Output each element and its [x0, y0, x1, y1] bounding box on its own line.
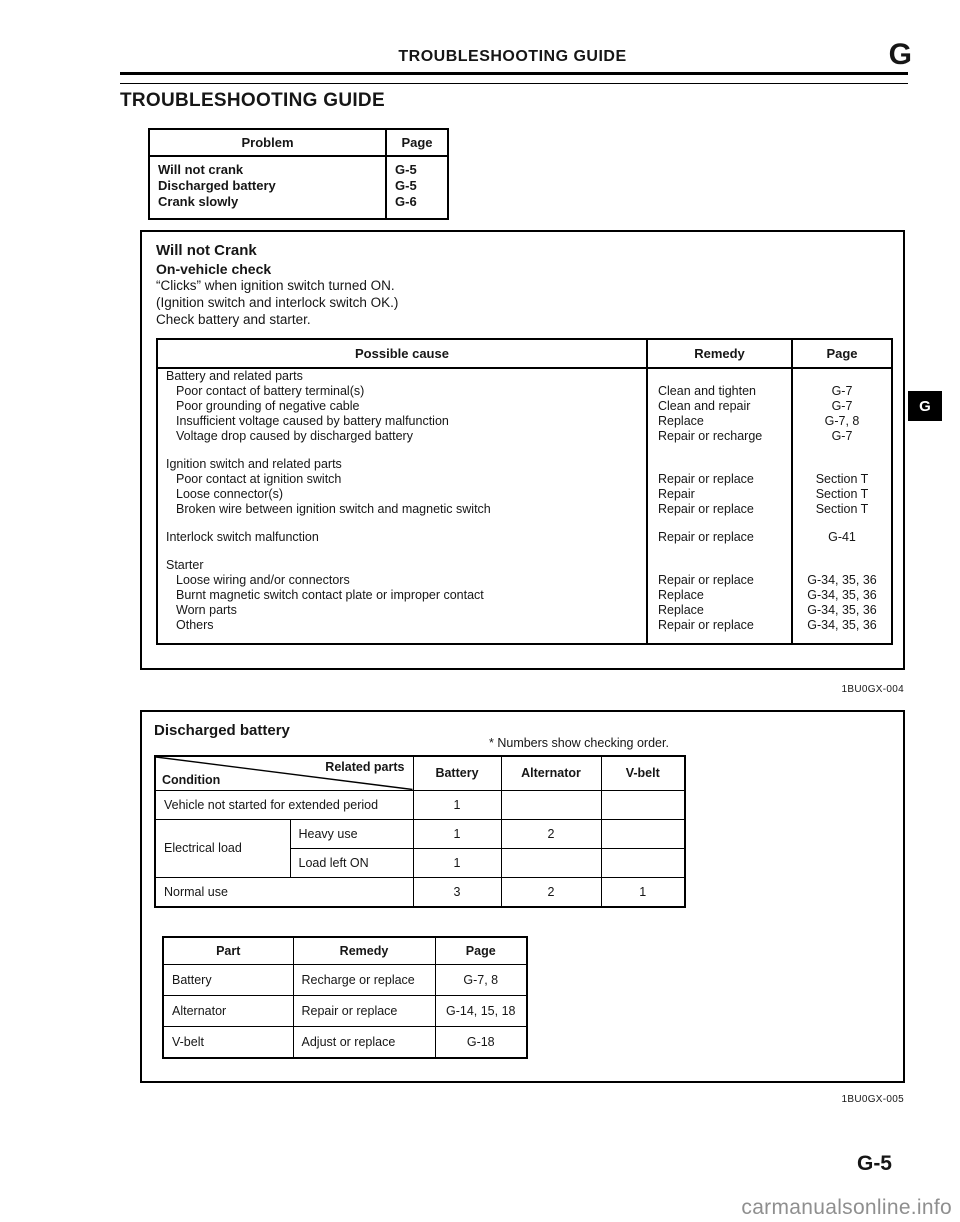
group-header-row [157, 517, 892, 545]
cause-table-header-row [157, 339, 892, 368]
cause-row [157, 502, 892, 517]
page-cell: G-6 [395, 194, 417, 209]
col-page: Page [386, 129, 448, 156]
order-cell [501, 848, 601, 877]
remedy-cell: Repair or replace [647, 517, 792, 545]
table-row [149, 156, 448, 178]
cause-cell: Worn parts [176, 603, 237, 617]
page-cell [792, 368, 892, 384]
header-rule-thin [120, 83, 908, 84]
table-row [149, 178, 448, 194]
page-title: TROUBLESHOOTING GUIDE [120, 90, 385, 111]
remedy-cell: Repair or recharge [647, 429, 792, 444]
cause-cell: Poor contact at ignition switch [176, 472, 342, 486]
problem-cell: Will not crank [149, 156, 386, 178]
order-cell: 2 [501, 877, 601, 907]
running-header-title: TROUBLESHOOTING GUIDE [398, 48, 627, 65]
part-cell: Battery [163, 964, 293, 995]
remedy-cell: Repair [647, 487, 792, 502]
order-cell: 1 [413, 848, 501, 877]
cause-row [157, 429, 892, 444]
page-cell: G-5 [395, 178, 417, 193]
cause-row [157, 487, 892, 502]
page-cell: G-18 [435, 1026, 527, 1058]
diagonal-label-condition: Condition [162, 772, 221, 787]
section-tab-letter: G [919, 397, 931, 415]
figure-ref-code: 1BU0GX-005 [841, 1094, 904, 1105]
cause-cell: Loose connector(s) [176, 487, 284, 501]
part-row [163, 964, 527, 995]
checking-order-note: * Numbers show checking order. [489, 736, 669, 750]
will-not-crank-panel [140, 230, 905, 670]
panel-title: Will not Crank [156, 242, 257, 259]
cause-row [157, 618, 892, 644]
page-cell: G-5 [395, 162, 417, 177]
cause-group-header: Battery and related parts [166, 369, 303, 383]
cause-row [157, 399, 892, 414]
remedy-cell: Replace [647, 603, 792, 618]
diagonal-label-related-parts: Related parts [325, 760, 405, 774]
page-cell: G-34, 35, 36 [792, 603, 892, 618]
page-cell: G-7 [792, 384, 892, 399]
remedy-cell: Repair or replace [647, 618, 792, 644]
figure-ref-code: 1BU0GX-004 [841, 684, 904, 695]
part-cell: Alternator [163, 995, 293, 1026]
order-cell: 1 [413, 790, 501, 819]
remedy-cell: Recharge or replace [293, 964, 435, 995]
group-header-row [157, 545, 892, 573]
page-cell [792, 545, 892, 573]
col-page: Page [435, 937, 527, 965]
problem-table-header-row [149, 129, 448, 156]
cause-row [157, 588, 892, 603]
cause-row [157, 472, 892, 487]
remedy-cell: Replace [647, 588, 792, 603]
problem-index-table [148, 128, 449, 220]
page-cell: Section T [792, 502, 892, 517]
order-cell: 1 [413, 819, 501, 848]
cause-cell: Voltage drop caused by discharged battery [176, 429, 413, 443]
page-cell: G-7, 8 [435, 964, 527, 995]
check-row [155, 790, 685, 819]
page-cell: Section T [792, 487, 892, 502]
col-page: Page [792, 339, 892, 368]
part-table-header-row [163, 937, 527, 965]
condition-group-cell: Electrical load [155, 819, 290, 877]
part-cell: V-belt [163, 1026, 293, 1058]
order-cell [601, 790, 685, 819]
col-possible-cause: Possible cause [157, 339, 647, 368]
cause-group-header: Ignition switch and related parts [166, 457, 342, 471]
page-cell: G-7, 8 [792, 414, 892, 429]
panel-text-line: (Ignition switch and interlock switch OK.) [156, 295, 399, 310]
watermark: carmanualsonline.info [741, 1196, 952, 1219]
running-header-section-letter: G [888, 38, 912, 71]
group-header-row [157, 368, 892, 384]
order-cell [601, 848, 685, 877]
col-remedy: Remedy [647, 339, 792, 368]
col-problem: Problem [149, 129, 386, 156]
cause-group-header: Starter [166, 558, 204, 572]
cause-group-header: Interlock switch malfunction [166, 530, 319, 544]
remedy-cell: Adjust or replace [293, 1026, 435, 1058]
cause-cell: Broken wire between ignition switch and magnetic switch [176, 502, 491, 516]
cause-cell: Burnt magnetic switch contact plate or improper contact [176, 588, 484, 602]
remedy-cell [647, 444, 792, 472]
page-cell: G-41 [792, 517, 892, 545]
panel-text-line: “Clicks” when ignition switch turned ON. [156, 278, 395, 293]
check-row [155, 819, 685, 848]
page-cell: Section T [792, 472, 892, 487]
col-part: Part [163, 937, 293, 965]
remedy-cell: Repair or replace [647, 573, 792, 588]
col-alternator: Alternator [501, 756, 601, 790]
cause-row [157, 603, 892, 618]
order-cell: 1 [601, 877, 685, 907]
cause-row [157, 414, 892, 429]
diagonal-header-cell [155, 756, 413, 790]
page-cell [792, 444, 892, 472]
header-rule-thick [120, 72, 908, 75]
cause-row [157, 384, 892, 399]
remedy-cell: Replace [647, 414, 792, 429]
cause-cell: Poor contact of battery terminal(s) [176, 384, 365, 398]
order-cell: 3 [413, 877, 501, 907]
remedy-cell [647, 545, 792, 573]
checking-order-table [154, 755, 686, 908]
cause-row [157, 573, 892, 588]
remedy-cell [647, 368, 792, 384]
order-cell [501, 790, 601, 819]
check-table-header-row [155, 756, 685, 790]
problem-cell: Crank slowly [149, 194, 386, 219]
col-vbelt: V-belt [601, 756, 685, 790]
cause-cell: Poor grounding of negative cable [176, 399, 360, 413]
col-battery: Battery [413, 756, 501, 790]
condition-cell: Normal use [155, 877, 413, 907]
page-cell: G-34, 35, 36 [792, 573, 892, 588]
table-row [149, 194, 448, 219]
page-cell: G-34, 35, 36 [792, 588, 892, 603]
remedy-cell: Clean and repair [647, 399, 792, 414]
remedy-cell: Repair or replace [647, 502, 792, 517]
check-row [155, 877, 685, 907]
page-cell: G-7 [792, 399, 892, 414]
part-remedy-table [162, 936, 528, 1059]
condition-sub-cell: Heavy use [290, 819, 413, 848]
panel-text-line: Check battery and starter. [156, 312, 311, 327]
remedy-cell: Clean and tighten [647, 384, 792, 399]
order-cell: 2 [501, 819, 601, 848]
page-cell: G-34, 35, 36 [792, 618, 892, 644]
remedy-cell: Repair or replace [647, 472, 792, 487]
order-cell [601, 819, 685, 848]
condition-cell: Vehicle not started for extended period [155, 790, 413, 819]
possible-cause-table [156, 338, 893, 645]
panel-title: Discharged battery [154, 722, 290, 739]
cause-cell: Others [176, 618, 214, 632]
remedy-cell: Repair or replace [293, 995, 435, 1026]
section-tab [908, 391, 942, 421]
page-cell: G-7 [792, 429, 892, 444]
group-header-row [157, 444, 892, 472]
col-remedy: Remedy [293, 937, 435, 965]
problem-cell: Discharged battery [149, 178, 386, 194]
page-number: G-5 [856, 1152, 892, 1175]
part-row [163, 995, 527, 1026]
cause-cell: Loose wiring and/or connectors [176, 573, 350, 587]
cause-cell: Insufficient voltage caused by battery malfunction [176, 414, 449, 428]
part-row [163, 1026, 527, 1058]
condition-sub-cell: Load left ON [290, 848, 413, 877]
panel-subtitle: On-vehicle check [156, 261, 272, 277]
discharged-battery-panel [140, 710, 905, 1083]
page-cell: G-14, 15, 18 [435, 995, 527, 1026]
